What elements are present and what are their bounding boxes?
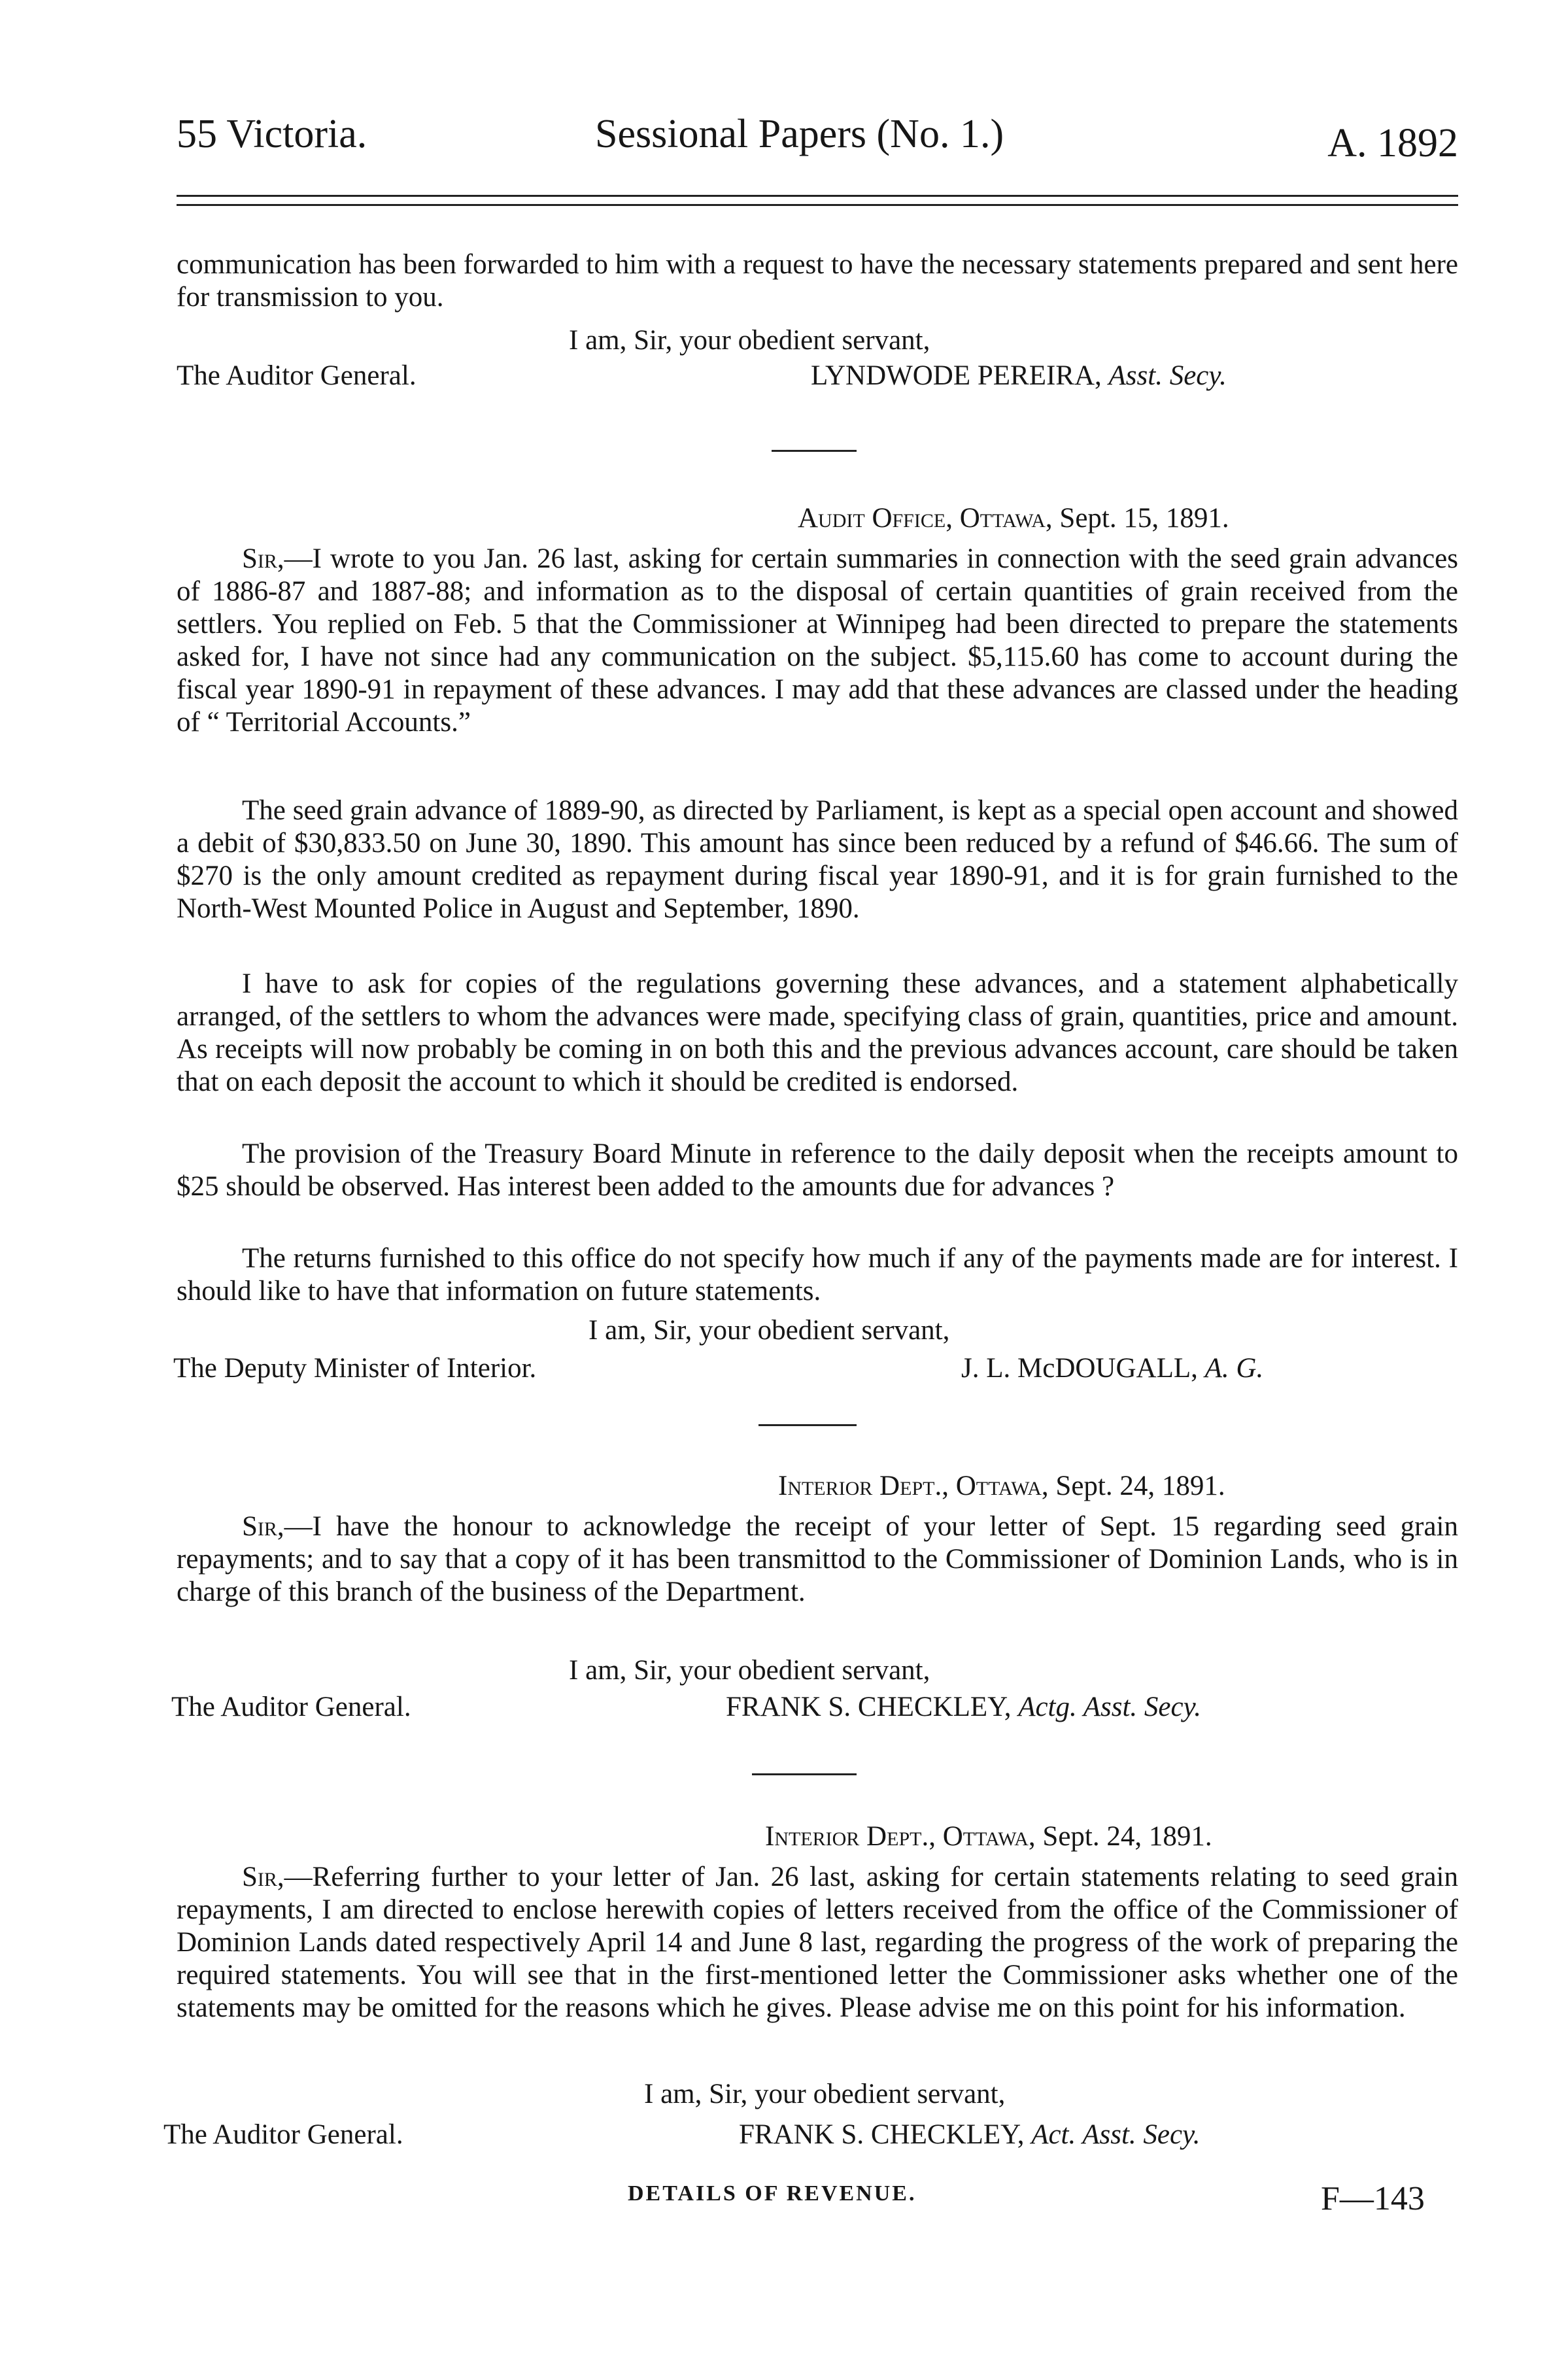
letter3-paragraph xyxy=(177,1510,1458,1609)
letter4-dateline xyxy=(765,1820,1212,1853)
header-title: Sessional Papers (No. 1.) xyxy=(595,112,1004,156)
letter2-dateline-date: Sept. 15, 1891. xyxy=(1059,503,1229,534)
letter4-closing: I am, Sir, your obedient servant, xyxy=(644,2079,1006,2109)
letter4-recipient: The Auditor General. xyxy=(163,2119,403,2150)
letter1-signature-title: Asst. Secy. xyxy=(1108,360,1227,391)
letter1-signature xyxy=(811,360,1227,392)
letter1-closing: I am, Sir, your obedient servant, xyxy=(569,325,930,356)
letter4-signature-title: Act. Asst. Secy. xyxy=(1031,2119,1201,2150)
letter1-signature-name: LYNDWODE PEREIRA, xyxy=(811,360,1102,391)
letter1-body: communication has been forwarded to him with a request to have the necessary statements prepared and sent here for transmission to you. xyxy=(177,249,1458,313)
letter2-paragraph-3: I have to ask for copies of the regulations governing these advances, and a statement alphabetically arranged, of the settlers to whom the advances were made, specifying class of grain, quantities, price and amount. As receipts will now probably be coming in on both this and the previous advances account, care should be taken that on each deposit the account to which it should be credited is endorsed. xyxy=(177,968,1458,1097)
header-rule-bottom xyxy=(177,204,1458,206)
letter2-signature xyxy=(961,1352,1263,1385)
letter4-signature-name: FRANK S. CHECKLEY, xyxy=(739,2119,1025,2150)
letter3-salutation: Sir, xyxy=(242,1511,284,1542)
letter2-signature-title: A. G. xyxy=(1204,1353,1264,1384)
separator-rule-3 xyxy=(752,1773,857,1775)
letter3-closing: I am, Sir, your obedient servant, xyxy=(569,1655,930,1686)
separator-rule-2 xyxy=(758,1424,857,1426)
letter3-signature-title: Actg. Asst. Secy. xyxy=(1018,1692,1202,1722)
letter2-dateline-place: Audit Office, Ottawa, xyxy=(798,503,1053,534)
letter2-paragraph-1 xyxy=(177,543,1458,739)
letter4-paragraph xyxy=(177,1861,1458,2024)
letter2-paragraph-2: The seed grain advance of 1889-90, as directed by Parliament, is kept as a special open account and showed a debit of $30,833.50 on June 30, 1890. This amount has since been reduced by a refund of $46.66. The sum of $270 is the only amount credited as repayment during fiscal year 1890-91, and it is for grain furnished to the North-West Mounted Police in August and September, 1890. xyxy=(177,795,1458,924)
letter2-closing: I am, Sir, your obedient servant, xyxy=(588,1315,950,1346)
letter2-paragraph-5: The returns furnished to this office do not specify how much if any of the payments made are for interest. I should like to have that information on future statements. xyxy=(177,1243,1458,1306)
footer-page-reference: F—143 xyxy=(1321,2180,1425,2217)
letter2-salutation: Sir, xyxy=(242,543,284,574)
letter3-dateline-date: Sept. 24, 1891. xyxy=(1055,1471,1225,1501)
letter4-signature xyxy=(739,2119,1201,2151)
running-header xyxy=(177,111,1458,183)
footer-section-title: DETAILS OF REVENUE. xyxy=(628,2181,917,2206)
letter3-dateline-place: Interior Dept., Ottawa, xyxy=(778,1471,1049,1501)
header-rule-top xyxy=(177,195,1458,197)
letter2-paragraph-4: The provision of the Treasury Board Minute in reference to the daily deposit when the receipts amount to $25 should be observed. Has interest been added to the amounts due for advances ? xyxy=(177,1138,1458,1202)
separator-rule-1 xyxy=(772,450,857,452)
letter2-dateline xyxy=(798,502,1229,535)
letter2-paragraph-1-text: —I wrote to you Jan. 26 last, asking for certain summaries in connection with the seed grain advances of 1886-87 and 1887-88; and information as to the disposal of certain quantities of grain received from the settlers. You replied on Feb. 5 that the Commissioner at Winnipeg had been directed to prepare the statements asked for, I have not since had any communication on the subject. $5,115.60 has come to account during the fiscal year 1890-91 in repayment of these advances. I may add that these advances are classed under the heading of “ Territorial Accounts.” xyxy=(177,543,1458,738)
letter1-recipient: The Auditor General. xyxy=(177,360,417,391)
letter2-signature-name: J. L. McDOUGALL, xyxy=(961,1353,1198,1384)
letter3-dateline xyxy=(778,1470,1225,1503)
letter4-salutation: Sir, xyxy=(242,1862,284,1892)
letter2-recipient: The Deputy Minister of Interior. xyxy=(173,1353,537,1384)
letter3-signature-name: FRANK S. CHECKLEY, xyxy=(726,1692,1012,1722)
letter4-dateline-date: Sept. 24, 1891. xyxy=(1042,1821,1212,1852)
letter3-recipient: The Auditor General. xyxy=(171,1692,411,1722)
letter3-signature xyxy=(726,1691,1201,1724)
letter3-paragraph-text: —I have the honour to acknowledge the receipt of your letter of Sept. 15 regarding seed grain repayments; and to say that a copy of it has been transmittod to the Commissioner of Dominion Lands, who is in charge of this branch of the business of the Department. xyxy=(177,1511,1458,1607)
letter4-paragraph-text: —Referring further to your letter of Jan. 26 last, asking for certain statements relating to seed grain repayments, I am directed to enclose herewith copies of letters received from the office of the Commissioner of Dominion Lands dated respectively April 14 and June 8 last, regarding the progress of the work of preparing the required statements. You will see that in the first-mentioned letter the Commissioner asks whether one of the statements may be omitted for the reasons which he gives. Please advise me on this point for his information. xyxy=(177,1862,1458,2023)
letter4-dateline-place: Interior Dept., Ottawa, xyxy=(765,1821,1036,1852)
header-year: A. 1892 xyxy=(1327,121,1458,165)
header-session: 55 Victoria. xyxy=(177,112,367,156)
